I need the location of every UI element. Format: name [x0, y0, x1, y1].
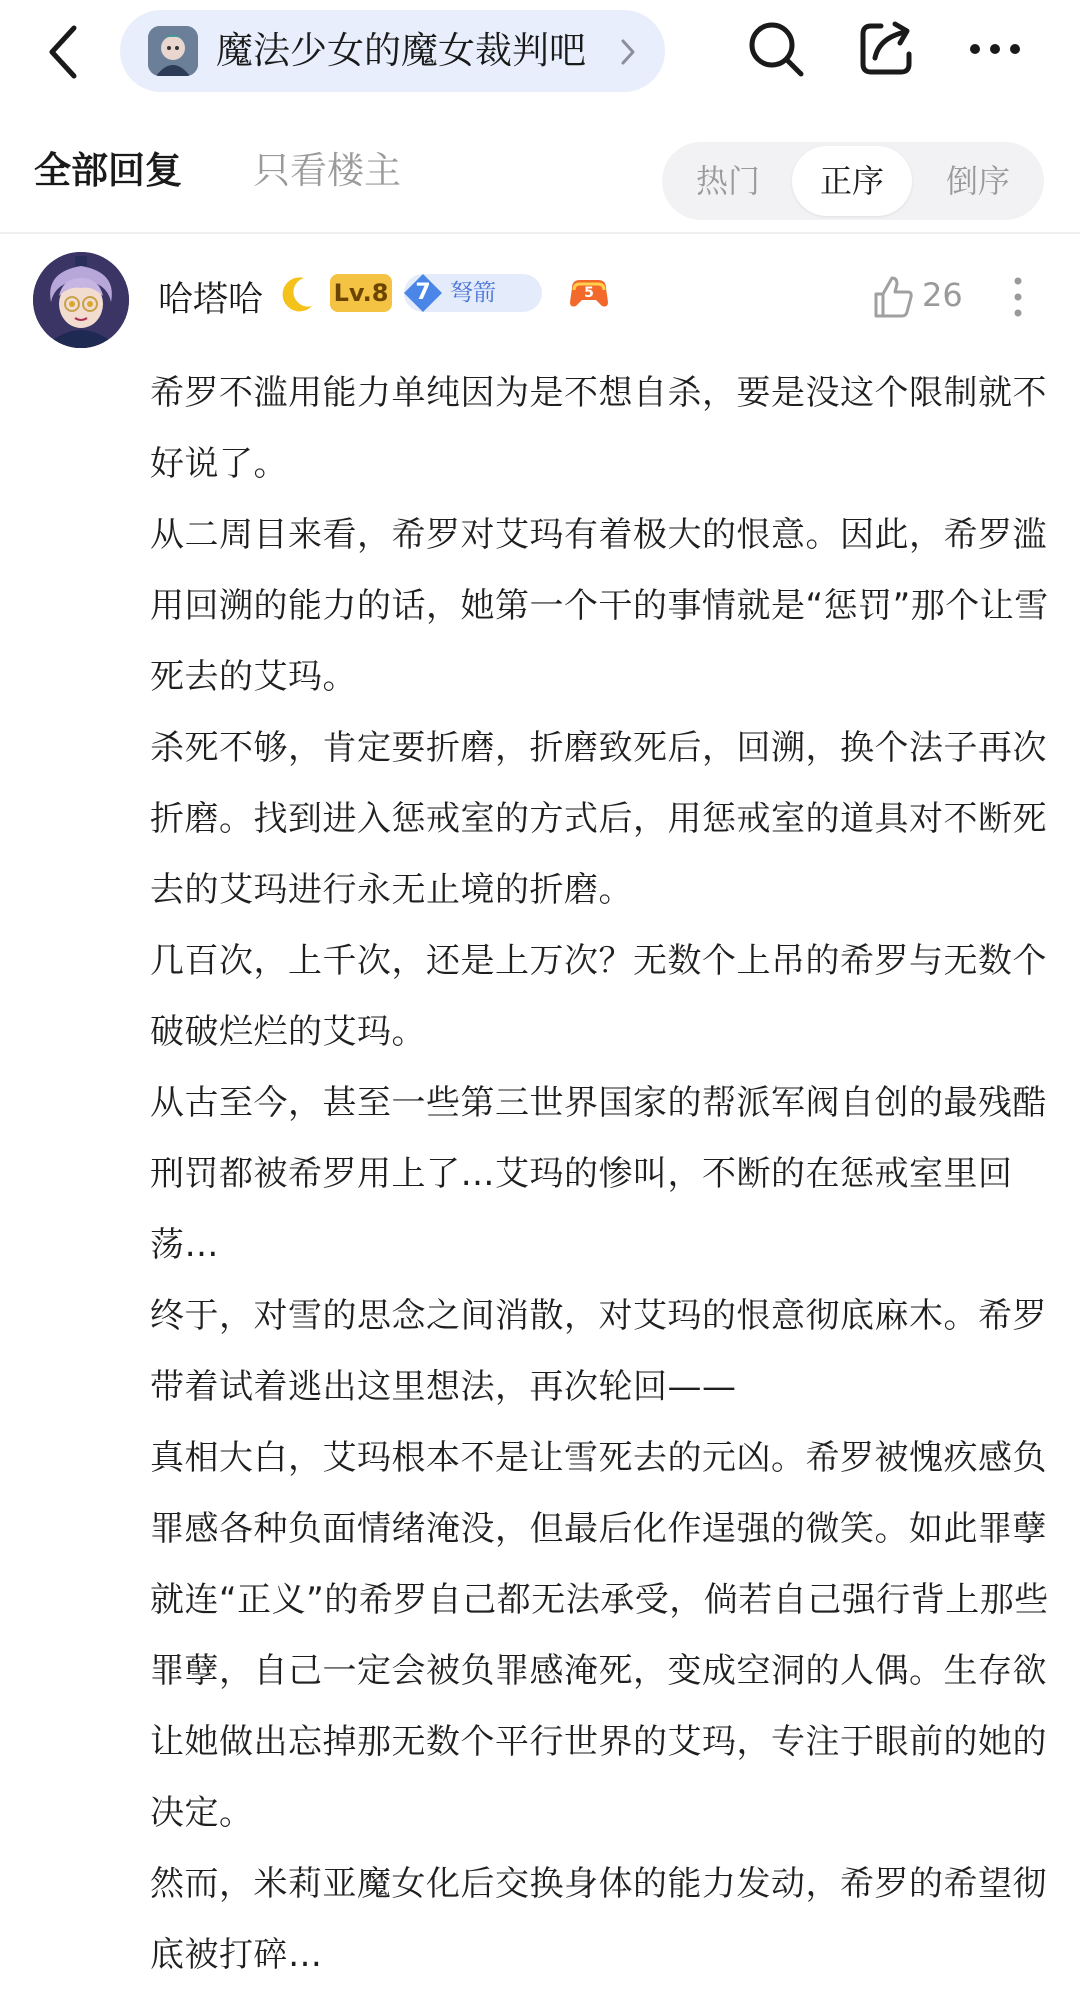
divider [0, 232, 1080, 234]
rank-badge [404, 274, 542, 312]
top-bar [0, 0, 1080, 110]
sort-hot[interactable]: 热门 [695, 162, 760, 200]
moon-icon [274, 272, 318, 316]
rank-title: 弩箭 [450, 280, 496, 306]
avatar[interactable] [33, 252, 129, 348]
post-paragraph: 真相大白，艾玛根本不是让雪死去的元凶。希罗被愧疚感负罪感各种负面情绪淹没，但最后化作逞强的微笑。如此罪孽就连“正义”的希罗自己都无法承受，倘若自己强行背上那些罪孽，自己一定会被负罪感淹死，变成空洞的人偶。生存欲让她做出忘掉那无数个平行世界的艾玛，专注于眼前的她的决定。 [150, 1438, 1049, 1833]
reply-filter-row [0, 130, 1080, 230]
back-button[interactable] [40, 22, 90, 82]
level-badge: Lv.8 [330, 274, 392, 312]
more-vertical-icon[interactable] [1010, 274, 1026, 320]
search-icon[interactable] [743, 16, 809, 82]
share-icon[interactable] [853, 16, 919, 82]
post-paragraph: 然而，米莉亚魔女化后交换身体的能力发动，希罗的希望彻底被打碎… [150, 1864, 1047, 1975]
author-name[interactable]: 哈塔哈 [158, 280, 264, 320]
sort-ascending[interactable]: 正序 [792, 146, 912, 216]
chevron-right-icon [617, 37, 639, 67]
like-count: 26 [922, 276, 963, 314]
forum-entry-pill[interactable] [120, 10, 665, 92]
post-paragraph: 希罗不滥用能力单纯因为是不想自杀，要是没这个限制就不好说了。 [150, 373, 1047, 484]
post-paragraph: 杀死不够，肯定要折磨，折磨致死后，回溯，换个法子再次折磨。找到进入惩戒室的方式后，用惩戒室的道具对不断死去的艾玛进行永无止境的折磨。 [150, 728, 1047, 910]
sort-segmented-control [662, 142, 1044, 220]
post-paragraph: 从古至今，甚至一些第三世界国家的帮派军阀自创的最残酷刑罚都被希罗用上了…艾玛的惨叫，不断的在惩戒室里回荡… [150, 1083, 1047, 1265]
rank-number: 7 [415, 280, 431, 305]
gamepad-icon [566, 270, 612, 316]
post-content [150, 358, 1050, 1991]
thumbs-up-icon[interactable] [870, 274, 916, 320]
sort-descending[interactable]: 倒序 [945, 162, 1010, 200]
forum-name: 魔法少女的魔女裁判吧 [216, 29, 586, 72]
more-horizontal-icon[interactable] [962, 16, 1028, 82]
tab-all-replies[interactable]: 全部回复 [34, 149, 182, 192]
forum-avatar [148, 26, 198, 76]
post-paragraph: 终于，对雪的思念之间消散，对艾玛的恨意彻底麻木。希罗带着试着逃出这里想法，再次轮回—— [150, 1296, 1047, 1407]
post-paragraph: 几百次，上千次，还是上万次？无数个上吊的希罗与无数个破破烂烂的艾玛。 [150, 941, 1047, 1052]
tab-op-only[interactable]: 只看楼主 [253, 149, 401, 192]
post-paragraph: 从二周目来看，希罗对艾玛有着极大的恨意。因此，希罗滥用回溯的能力的话，她第一个干的事情就是“惩罚”那个让雪死去的艾玛。 [150, 515, 1049, 697]
chevron-left-icon [40, 22, 90, 82]
svg-text:5: 5 [584, 285, 594, 301]
